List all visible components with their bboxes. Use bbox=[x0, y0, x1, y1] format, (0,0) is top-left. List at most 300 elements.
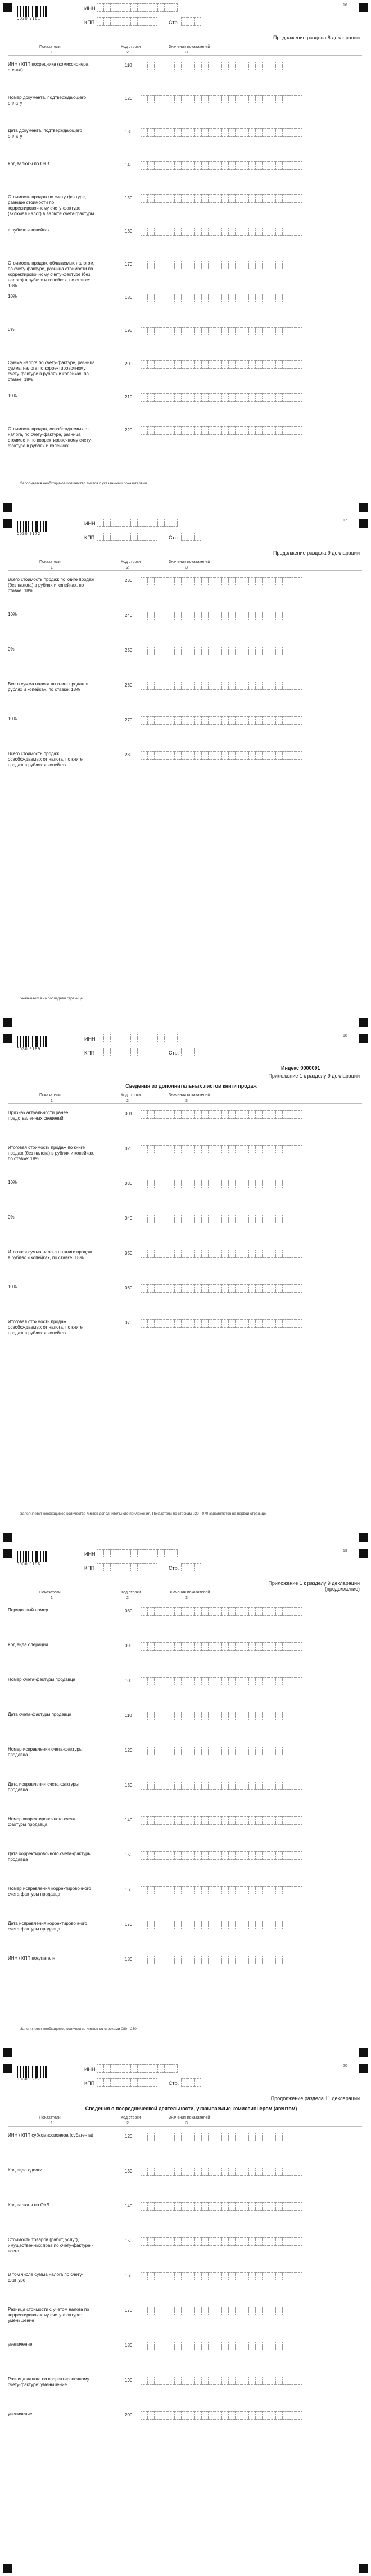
digit-cell[interactable] bbox=[208, 261, 215, 269]
digit-cell[interactable] bbox=[161, 327, 168, 335]
digit-cell[interactable] bbox=[194, 533, 201, 541]
digit-cell[interactable] bbox=[296, 426, 302, 435]
digit-cell[interactable] bbox=[269, 1110, 275, 1119]
digit-cell[interactable] bbox=[171, 3, 178, 12]
digit-cell[interactable] bbox=[242, 2237, 248, 2246]
digit-cell[interactable] bbox=[181, 1180, 188, 1188]
digit-cell[interactable] bbox=[144, 17, 151, 26]
digit-cell[interactable] bbox=[296, 2342, 302, 2350]
digit-cell[interactable] bbox=[242, 95, 248, 103]
digit-cell[interactable] bbox=[168, 1677, 174, 1685]
digit-cell[interactable] bbox=[235, 2307, 242, 2315]
digit-cell[interactable] bbox=[242, 1642, 248, 1651]
digit-cell[interactable] bbox=[174, 2237, 181, 2246]
digit-cell[interactable] bbox=[215, 751, 221, 760]
digit-cell[interactable] bbox=[117, 2078, 124, 2087]
digit-cell[interactable] bbox=[168, 1642, 174, 1651]
digit-cell[interactable] bbox=[228, 1886, 235, 1894]
digit-cell[interactable] bbox=[161, 647, 168, 655]
digit-cell[interactable] bbox=[275, 2168, 282, 2176]
digit-cell[interactable] bbox=[262, 682, 269, 690]
digit-cell[interactable] bbox=[147, 1180, 154, 1188]
value-cells[interactable] bbox=[141, 1607, 302, 1616]
digit-cell[interactable] bbox=[248, 1677, 255, 1685]
digit-cell[interactable] bbox=[194, 1782, 201, 1790]
digit-cell[interactable] bbox=[275, 1712, 282, 1720]
value-cells[interactable] bbox=[141, 393, 302, 402]
digit-cell[interactable] bbox=[168, 95, 174, 103]
digit-cell[interactable] bbox=[154, 1886, 161, 1894]
digit-cell[interactable] bbox=[97, 2078, 103, 2087]
digit-cell[interactable] bbox=[157, 3, 164, 12]
digit-cell[interactable] bbox=[208, 1145, 215, 1153]
digit-cell[interactable] bbox=[289, 1215, 296, 1223]
digit-cell[interactable] bbox=[289, 751, 296, 760]
digit-cell[interactable] bbox=[255, 2237, 262, 2246]
digit-cell[interactable] bbox=[262, 2342, 269, 2350]
digit-cell[interactable] bbox=[201, 161, 208, 170]
digit-cell[interactable] bbox=[262, 2133, 269, 2141]
digit-cell[interactable] bbox=[255, 751, 262, 760]
digit-cell[interactable] bbox=[262, 1110, 269, 1119]
digit-cell[interactable] bbox=[194, 393, 201, 402]
digit-cell[interactable] bbox=[242, 2377, 248, 2385]
digit-cell[interactable] bbox=[201, 294, 208, 302]
digit-cell[interactable] bbox=[181, 1921, 188, 1929]
digit-cell[interactable] bbox=[296, 128, 302, 137]
digit-cell[interactable] bbox=[201, 1747, 208, 1755]
value-cells[interactable] bbox=[141, 294, 302, 302]
digit-cell[interactable] bbox=[174, 1782, 181, 1790]
value-cells[interactable] bbox=[141, 261, 302, 269]
value-cells[interactable] bbox=[141, 2202, 302, 2211]
digit-cell[interactable] bbox=[141, 2133, 147, 2141]
digit-cell[interactable] bbox=[269, 161, 275, 170]
digit-cell[interactable] bbox=[269, 647, 275, 655]
digit-cell[interactable] bbox=[171, 1034, 178, 1042]
digit-cell[interactable] bbox=[262, 327, 269, 335]
digit-cell[interactable] bbox=[248, 2133, 255, 2141]
digit-cell[interactable] bbox=[188, 62, 194, 70]
digit-cell[interactable] bbox=[181, 2342, 188, 2350]
digit-cell[interactable] bbox=[215, 327, 221, 335]
digit-cell[interactable] bbox=[289, 194, 296, 203]
digit-cell[interactable] bbox=[289, 1642, 296, 1651]
digit-cell[interactable] bbox=[168, 1284, 174, 1293]
digit-cell[interactable] bbox=[174, 577, 181, 585]
digit-cell[interactable] bbox=[282, 62, 289, 70]
digit-cell[interactable] bbox=[275, 1642, 282, 1651]
digit-cell[interactable] bbox=[208, 228, 215, 236]
digit-cell[interactable] bbox=[157, 1549, 164, 1557]
digit-cell[interactable] bbox=[141, 261, 147, 269]
digit-cell[interactable] bbox=[242, 2307, 248, 2315]
digit-cell[interactable] bbox=[296, 1110, 302, 1119]
digit-cell[interactable] bbox=[248, 360, 255, 369]
digit-cell[interactable] bbox=[147, 2307, 154, 2315]
digit-cell[interactable] bbox=[188, 2133, 194, 2141]
digit-cell[interactable] bbox=[255, 1712, 262, 1720]
digit-cell[interactable] bbox=[181, 1642, 188, 1651]
digit-cell[interactable] bbox=[228, 1782, 235, 1790]
digit-cell[interactable] bbox=[242, 261, 248, 269]
digit-cell[interactable] bbox=[181, 577, 188, 585]
digit-cell[interactable] bbox=[154, 682, 161, 690]
digit-cell[interactable] bbox=[296, 1145, 302, 1153]
digit-cell[interactable] bbox=[97, 519, 103, 527]
digit-cell[interactable] bbox=[282, 2202, 289, 2211]
digit-cell[interactable] bbox=[228, 612, 235, 620]
digit-cell[interactable] bbox=[154, 1712, 161, 1720]
digit-cell[interactable] bbox=[228, 1215, 235, 1223]
digit-cell[interactable] bbox=[141, 1110, 147, 1119]
digit-cell[interactable] bbox=[255, 1677, 262, 1685]
digit-cell[interactable] bbox=[171, 519, 178, 527]
digit-cell[interactable] bbox=[157, 2064, 164, 2073]
digit-cell[interactable] bbox=[235, 1250, 242, 1258]
digit-cell[interactable] bbox=[215, 1712, 221, 1720]
digit-cell[interactable] bbox=[161, 716, 168, 725]
digit-cell[interactable] bbox=[289, 1110, 296, 1119]
digit-cell[interactable] bbox=[255, 1215, 262, 1223]
digit-cell[interactable] bbox=[147, 1712, 154, 1720]
digit-cell[interactable] bbox=[269, 2377, 275, 2385]
digit-cell[interactable] bbox=[147, 294, 154, 302]
digit-cell[interactable] bbox=[161, 2133, 168, 2141]
digit-cell[interactable] bbox=[147, 128, 154, 137]
digit-cell[interactable] bbox=[269, 751, 275, 760]
digit-cell[interactable] bbox=[235, 1284, 242, 1293]
digit-cell[interactable] bbox=[194, 1145, 201, 1153]
digit-cell[interactable] bbox=[130, 3, 137, 12]
digit-cell[interactable] bbox=[296, 2237, 302, 2246]
digit-cell[interactable] bbox=[296, 2202, 302, 2211]
digit-cell[interactable] bbox=[147, 360, 154, 369]
digit-cell[interactable] bbox=[275, 1180, 282, 1188]
value-cells[interactable] bbox=[141, 128, 302, 137]
digit-cell[interactable] bbox=[188, 1048, 194, 1056]
digit-cell[interactable] bbox=[97, 1563, 103, 1571]
digit-cell[interactable] bbox=[168, 2342, 174, 2350]
digit-cell[interactable] bbox=[255, 1642, 262, 1651]
digit-cell[interactable] bbox=[228, 1607, 235, 1616]
digit-cell[interactable] bbox=[161, 2202, 168, 2211]
digit-cell[interactable] bbox=[188, 1607, 194, 1616]
value-cells[interactable] bbox=[141, 2168, 302, 2176]
digit-cell[interactable] bbox=[174, 261, 181, 269]
digit-cell[interactable] bbox=[141, 95, 147, 103]
digit-cell[interactable] bbox=[248, 612, 255, 620]
digit-cell[interactable] bbox=[255, 426, 262, 435]
digit-cell[interactable] bbox=[296, 1712, 302, 1720]
digit-cell[interactable] bbox=[228, 1180, 235, 1188]
digit-cell[interactable] bbox=[242, 161, 248, 170]
digit-cell[interactable] bbox=[242, 360, 248, 369]
digit-cell[interactable] bbox=[275, 1319, 282, 1328]
digit-cell[interactable] bbox=[168, 1921, 174, 1929]
digit-cell[interactable] bbox=[282, 647, 289, 655]
digit-cell[interactable] bbox=[97, 2064, 103, 2073]
digit-cell[interactable] bbox=[221, 1851, 228, 1860]
digit-cell[interactable] bbox=[154, 2202, 161, 2211]
digit-cell[interactable] bbox=[242, 426, 248, 435]
value-cells[interactable] bbox=[141, 647, 302, 655]
digit-cell[interactable] bbox=[137, 1048, 144, 1056]
digit-cell[interactable] bbox=[154, 1180, 161, 1188]
digit-cell[interactable] bbox=[255, 1921, 262, 1929]
digit-cell[interactable] bbox=[248, 161, 255, 170]
value-cells[interactable] bbox=[141, 327, 302, 335]
digit-cell[interactable] bbox=[168, 393, 174, 402]
digit-cell[interactable] bbox=[289, 1607, 296, 1616]
digit-cell[interactable] bbox=[269, 128, 275, 137]
digit-cell[interactable] bbox=[147, 647, 154, 655]
value-cells[interactable] bbox=[141, 2307, 302, 2315]
digit-cell[interactable] bbox=[221, 1319, 228, 1328]
digit-cell[interactable] bbox=[208, 2133, 215, 2141]
digit-cell[interactable] bbox=[168, 1607, 174, 1616]
digit-cell[interactable] bbox=[103, 2078, 110, 2087]
digit-cell[interactable] bbox=[174, 62, 181, 70]
digit-cell[interactable] bbox=[255, 612, 262, 620]
digit-cell[interactable] bbox=[181, 2411, 188, 2420]
value-cells[interactable] bbox=[141, 194, 302, 203]
digit-cell[interactable] bbox=[275, 1284, 282, 1293]
digit-cell[interactable] bbox=[174, 1642, 181, 1651]
digit-cell[interactable] bbox=[154, 2377, 161, 2385]
digit-cell[interactable] bbox=[221, 612, 228, 620]
digit-cell[interactable] bbox=[262, 1747, 269, 1755]
digit-cell[interactable] bbox=[141, 2411, 147, 2420]
digit-cell[interactable] bbox=[154, 128, 161, 137]
digit-cell[interactable] bbox=[194, 2307, 201, 2315]
digit-cell[interactable] bbox=[248, 128, 255, 137]
digit-cell[interactable] bbox=[235, 1642, 242, 1651]
digit-cell[interactable] bbox=[194, 128, 201, 137]
digit-cell[interactable] bbox=[168, 612, 174, 620]
digit-cell[interactable] bbox=[174, 1712, 181, 1720]
digit-cell[interactable] bbox=[208, 2168, 215, 2176]
digit-cell[interactable] bbox=[208, 1747, 215, 1755]
digit-cell[interactable] bbox=[275, 716, 282, 725]
digit-cell[interactable] bbox=[201, 1145, 208, 1153]
digit-cell[interactable] bbox=[103, 2064, 110, 2073]
digit-cell[interactable] bbox=[181, 1712, 188, 1720]
value-cells[interactable] bbox=[141, 1712, 302, 1720]
value-cells[interactable] bbox=[141, 2377, 302, 2385]
digit-cell[interactable] bbox=[235, 62, 242, 70]
digit-cell[interactable] bbox=[144, 1048, 151, 1056]
digit-cell[interactable] bbox=[151, 2078, 157, 2087]
digit-cell[interactable] bbox=[215, 1642, 221, 1651]
digit-cell[interactable] bbox=[201, 1284, 208, 1293]
digit-cell[interactable] bbox=[117, 3, 124, 12]
digit-cell[interactable] bbox=[289, 1782, 296, 1790]
digit-cell[interactable] bbox=[154, 228, 161, 236]
digit-cell[interactable] bbox=[194, 2411, 201, 2420]
digit-cell[interactable] bbox=[201, 426, 208, 435]
digit-cell[interactable] bbox=[147, 751, 154, 760]
digit-cell[interactable] bbox=[289, 1677, 296, 1685]
digit-cell[interactable] bbox=[161, 1712, 168, 1720]
digit-cell[interactable] bbox=[188, 2078, 194, 2087]
digit-cell[interactable] bbox=[208, 682, 215, 690]
digit-cell[interactable] bbox=[174, 1215, 181, 1223]
digit-cell[interactable] bbox=[289, 62, 296, 70]
digit-cell[interactable] bbox=[221, 1215, 228, 1223]
digit-cell[interactable] bbox=[161, 1215, 168, 1223]
digit-cell[interactable] bbox=[194, 95, 201, 103]
digit-cell[interactable] bbox=[194, 1677, 201, 1685]
digit-cell[interactable] bbox=[137, 17, 144, 26]
digit-cell[interactable] bbox=[174, 612, 181, 620]
digit-cell[interactable] bbox=[296, 1956, 302, 1964]
digit-cell[interactable] bbox=[269, 1712, 275, 1720]
digit-cell[interactable] bbox=[289, 716, 296, 725]
digit-cell[interactable] bbox=[282, 2342, 289, 2350]
digit-cell[interactable] bbox=[137, 3, 144, 12]
digit-cell[interactable] bbox=[161, 1851, 168, 1860]
digit-cell[interactable] bbox=[282, 426, 289, 435]
digit-cell[interactable] bbox=[289, 426, 296, 435]
digit-cell[interactable] bbox=[154, 2237, 161, 2246]
digit-cell[interactable] bbox=[144, 3, 151, 12]
digit-cell[interactable] bbox=[275, 327, 282, 335]
digit-cell[interactable] bbox=[289, 261, 296, 269]
digit-cell[interactable] bbox=[255, 1956, 262, 1964]
digit-cell[interactable] bbox=[201, 1921, 208, 1929]
digit-cell[interactable] bbox=[221, 261, 228, 269]
digit-cell[interactable] bbox=[141, 294, 147, 302]
digit-cell[interactable] bbox=[215, 2237, 221, 2246]
digit-cell[interactable] bbox=[188, 1563, 194, 1571]
digit-cell[interactable] bbox=[208, 1607, 215, 1616]
digit-cell[interactable] bbox=[154, 1284, 161, 1293]
digit-cell[interactable] bbox=[174, 426, 181, 435]
digit-cell[interactable] bbox=[262, 2411, 269, 2420]
digit-cell[interactable] bbox=[208, 2342, 215, 2350]
digit-cell[interactable] bbox=[296, 1886, 302, 1894]
digit-cell[interactable] bbox=[228, 577, 235, 585]
inn-cells[interactable] bbox=[97, 3, 178, 12]
digit-cell[interactable] bbox=[201, 2342, 208, 2350]
digit-cell[interactable] bbox=[228, 1712, 235, 1720]
digit-cell[interactable] bbox=[137, 2064, 144, 2073]
digit-cell[interactable] bbox=[201, 261, 208, 269]
digit-cell[interactable] bbox=[262, 751, 269, 760]
digit-cell[interactable] bbox=[201, 1250, 208, 1258]
digit-cell[interactable] bbox=[194, 751, 201, 760]
digit-cell[interactable] bbox=[161, 1956, 168, 1964]
digit-cell[interactable] bbox=[154, 1851, 161, 1860]
digit-cell[interactable] bbox=[194, 1747, 201, 1755]
digit-cell[interactable] bbox=[248, 2168, 255, 2176]
digit-cell[interactable] bbox=[255, 161, 262, 170]
digit-cell[interactable] bbox=[282, 1921, 289, 1929]
digit-cell[interactable] bbox=[174, 393, 181, 402]
digit-cell[interactable] bbox=[97, 3, 103, 12]
digit-cell[interactable] bbox=[296, 1921, 302, 1929]
digit-cell[interactable] bbox=[296, 294, 302, 302]
digit-cell[interactable] bbox=[296, 1607, 302, 1616]
digit-cell[interactable] bbox=[215, 1250, 221, 1258]
digit-cell[interactable] bbox=[275, 2377, 282, 2385]
digit-cell[interactable] bbox=[181, 1145, 188, 1153]
digit-cell[interactable] bbox=[242, 2202, 248, 2211]
digit-cell[interactable] bbox=[144, 519, 151, 527]
value-cells[interactable] bbox=[141, 1215, 302, 1223]
digit-cell[interactable] bbox=[181, 612, 188, 620]
digit-cell[interactable] bbox=[228, 1816, 235, 1825]
digit-cell[interactable] bbox=[188, 1145, 194, 1153]
page-number-cells[interactable] bbox=[181, 1048, 201, 1056]
digit-cell[interactable] bbox=[269, 716, 275, 725]
digit-cell[interactable] bbox=[208, 1921, 215, 1929]
digit-cell[interactable] bbox=[154, 1642, 161, 1651]
digit-cell[interactable] bbox=[130, 1048, 137, 1056]
digit-cell[interactable] bbox=[151, 1549, 157, 1557]
digit-cell[interactable] bbox=[201, 1180, 208, 1188]
digit-cell[interactable] bbox=[248, 261, 255, 269]
digit-cell[interactable] bbox=[161, 1250, 168, 1258]
digit-cell[interactable] bbox=[235, 1607, 242, 1616]
digit-cell[interactable] bbox=[194, 577, 201, 585]
value-cells[interactable] bbox=[141, 1747, 302, 1755]
digit-cell[interactable] bbox=[201, 1677, 208, 1685]
digit-cell[interactable] bbox=[262, 1145, 269, 1153]
digit-cell[interactable] bbox=[154, 1677, 161, 1685]
digit-cell[interactable] bbox=[208, 2411, 215, 2420]
page-number-cells[interactable] bbox=[181, 2078, 201, 2087]
digit-cell[interactable] bbox=[147, 1250, 154, 1258]
digit-cell[interactable] bbox=[255, 294, 262, 302]
digit-cell[interactable] bbox=[242, 2272, 248, 2280]
digit-cell[interactable] bbox=[188, 393, 194, 402]
digit-cell[interactable] bbox=[269, 1782, 275, 1790]
digit-cell[interactable] bbox=[188, 2237, 194, 2246]
digit-cell[interactable] bbox=[201, 2272, 208, 2280]
digit-cell[interactable] bbox=[242, 1921, 248, 1929]
digit-cell[interactable] bbox=[215, 1677, 221, 1685]
digit-cell[interactable] bbox=[181, 1782, 188, 1790]
digit-cell[interactable] bbox=[215, 294, 221, 302]
digit-cell[interactable] bbox=[168, 647, 174, 655]
digit-cell[interactable] bbox=[194, 1563, 201, 1571]
digit-cell[interactable] bbox=[242, 2411, 248, 2420]
value-cells[interactable] bbox=[141, 161, 302, 170]
digit-cell[interactable] bbox=[201, 612, 208, 620]
digit-cell[interactable] bbox=[161, 62, 168, 70]
digit-cell[interactable] bbox=[154, 1319, 161, 1328]
digit-cell[interactable] bbox=[275, 647, 282, 655]
digit-cell[interactable] bbox=[161, 2342, 168, 2350]
digit-cell[interactable] bbox=[181, 95, 188, 103]
digit-cell[interactable] bbox=[262, 1215, 269, 1223]
digit-cell[interactable] bbox=[147, 716, 154, 725]
digit-cell[interactable] bbox=[161, 393, 168, 402]
digit-cell[interactable] bbox=[221, 1145, 228, 1153]
digit-cell[interactable] bbox=[296, 1782, 302, 1790]
digit-cell[interactable] bbox=[174, 751, 181, 760]
digit-cell[interactable] bbox=[174, 228, 181, 236]
digit-cell[interactable] bbox=[282, 577, 289, 585]
digit-cell[interactable] bbox=[141, 228, 147, 236]
digit-cell[interactable] bbox=[255, 1816, 262, 1825]
digit-cell[interactable] bbox=[215, 95, 221, 103]
digit-cell[interactable] bbox=[168, 2377, 174, 2385]
digit-cell[interactable] bbox=[194, 2168, 201, 2176]
digit-cell[interactable] bbox=[161, 2377, 168, 2385]
